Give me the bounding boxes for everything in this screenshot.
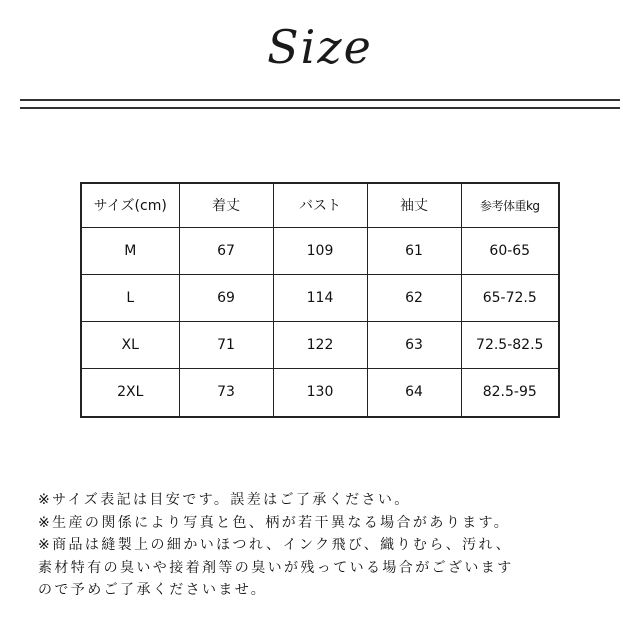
note-line: 素材特有の臭いや接着剤等の臭いが残っている場合がございます — [38, 559, 514, 576]
table-row — [81, 368, 559, 417]
header-bust: バスト — [273, 183, 367, 227]
divider-top — [20, 99, 620, 101]
bust-value: 130 — [273, 368, 367, 417]
length-value: 71 — [179, 321, 273, 368]
size-label: L — [81, 274, 179, 321]
note-line: ので予めご了承くださいませ。 — [38, 582, 268, 598]
size-table — [80, 182, 560, 418]
sleeve-value: 63 — [367, 321, 461, 368]
sleeve-value: 62 — [367, 274, 461, 321]
size-label: M — [81, 227, 179, 274]
weight-value: 65-72.5 — [461, 274, 559, 321]
header-length: 着丈 — [179, 183, 273, 227]
weight-value: 72.5-82.5 — [461, 321, 559, 368]
size-label: 2XL — [81, 368, 179, 417]
length-value: 67 — [179, 227, 273, 274]
notes-block — [38, 489, 618, 602]
length-value: 69 — [179, 274, 273, 321]
weight-value: 60-65 — [461, 227, 559, 274]
weight-value: 82.5-95 — [461, 368, 559, 417]
bust-value: 122 — [273, 321, 367, 368]
bust-value: 109 — [273, 227, 367, 274]
header-weight: 参考体重kg — [461, 183, 559, 227]
size-table-header-row — [81, 183, 559, 227]
size-label: XL — [81, 321, 179, 368]
table-row — [81, 274, 559, 321]
header-sleeve: 袖丈 — [367, 183, 461, 227]
note-line: ※サイズ表記は目安です。誤差はご了承ください。 — [38, 492, 411, 508]
table-row — [81, 227, 559, 274]
note-line: ※商品は縫製上の細かいほつれ、インク飛び、織りむら、汚れ、 — [38, 537, 513, 553]
divider-bottom — [20, 107, 620, 109]
sleeve-value: 64 — [367, 368, 461, 417]
note-line: ※生産の関係により写真と色、柄が若干異なる場合があります。 — [38, 514, 511, 531]
sleeve-value: 61 — [367, 227, 461, 274]
length-value: 73 — [179, 368, 273, 417]
header-size: サイズ(cm) — [81, 183, 179, 227]
table-row — [81, 321, 559, 368]
bust-value: 114 — [273, 274, 367, 321]
page-title: Size — [267, 20, 373, 74]
